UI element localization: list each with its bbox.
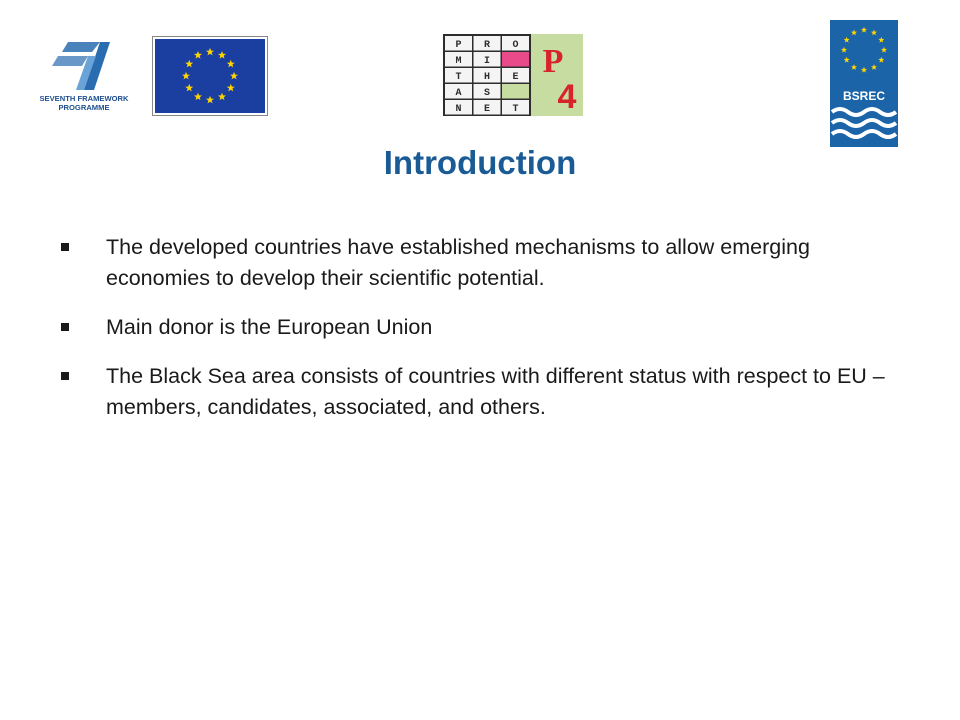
bsrec-logo: [830, 20, 898, 147]
bullet-text: Main donor is the European Union: [106, 315, 433, 339]
fp7-logo: [38, 38, 130, 116]
prometheus-net-logo: [443, 34, 583, 116]
slide-title: Introduction: [383, 144, 577, 181]
prometheus-grid-cell: [502, 84, 529, 99]
bullet-list: [58, 232, 898, 441]
prometheus-grid-letter: O: [512, 40, 519, 51]
bullet-item: [58, 232, 898, 294]
prometheus-grid-letter: P: [455, 40, 462, 51]
bullet-text: The Black Sea area consists of countries with different status with respect to EU – members, candidates, associated, and others.: [106, 364, 885, 419]
bullet-item: [58, 361, 898, 423]
square-bullet-icon: [61, 372, 69, 380]
prometheus-grid-letter: N: [455, 104, 462, 115]
p4-badge-letter: P: [542, 43, 564, 80]
bullet-text: The developed countries have established mechanisms to allow emerging economies to develop their scientific potential.: [106, 235, 810, 290]
square-bullet-icon: [61, 243, 69, 251]
prometheus-grid-letter: E: [483, 104, 491, 115]
prometheus-grid-letter: A: [455, 88, 462, 99]
eu-flag-logo: [152, 36, 268, 116]
square-bullet-icon: [61, 323, 69, 331]
fp7-logo-text-line2: PROGRAMME: [58, 103, 110, 112]
prometheus-grid-letter: T: [512, 104, 519, 115]
prometheus-grid-letter: H: [483, 72, 491, 83]
prometheus-grid-letter: I: [483, 56, 491, 67]
prometheus-grid-cell: [502, 52, 529, 67]
prometheus-grid-letter: T: [455, 72, 462, 83]
bullet-item: [58, 312, 898, 343]
prometheus-grid-letter: M: [455, 56, 462, 67]
p4-badge-number: 4: [557, 78, 577, 116]
prometheus-grid-letter: E: [512, 72, 519, 83]
bsrec-label: BSREC: [842, 89, 886, 103]
prometheus-grid-letter: R: [483, 40, 491, 51]
prometheus-grid-letter: S: [483, 88, 491, 99]
fp7-logo-text-line1: SEVENTH FRAMEWORK: [39, 94, 129, 103]
